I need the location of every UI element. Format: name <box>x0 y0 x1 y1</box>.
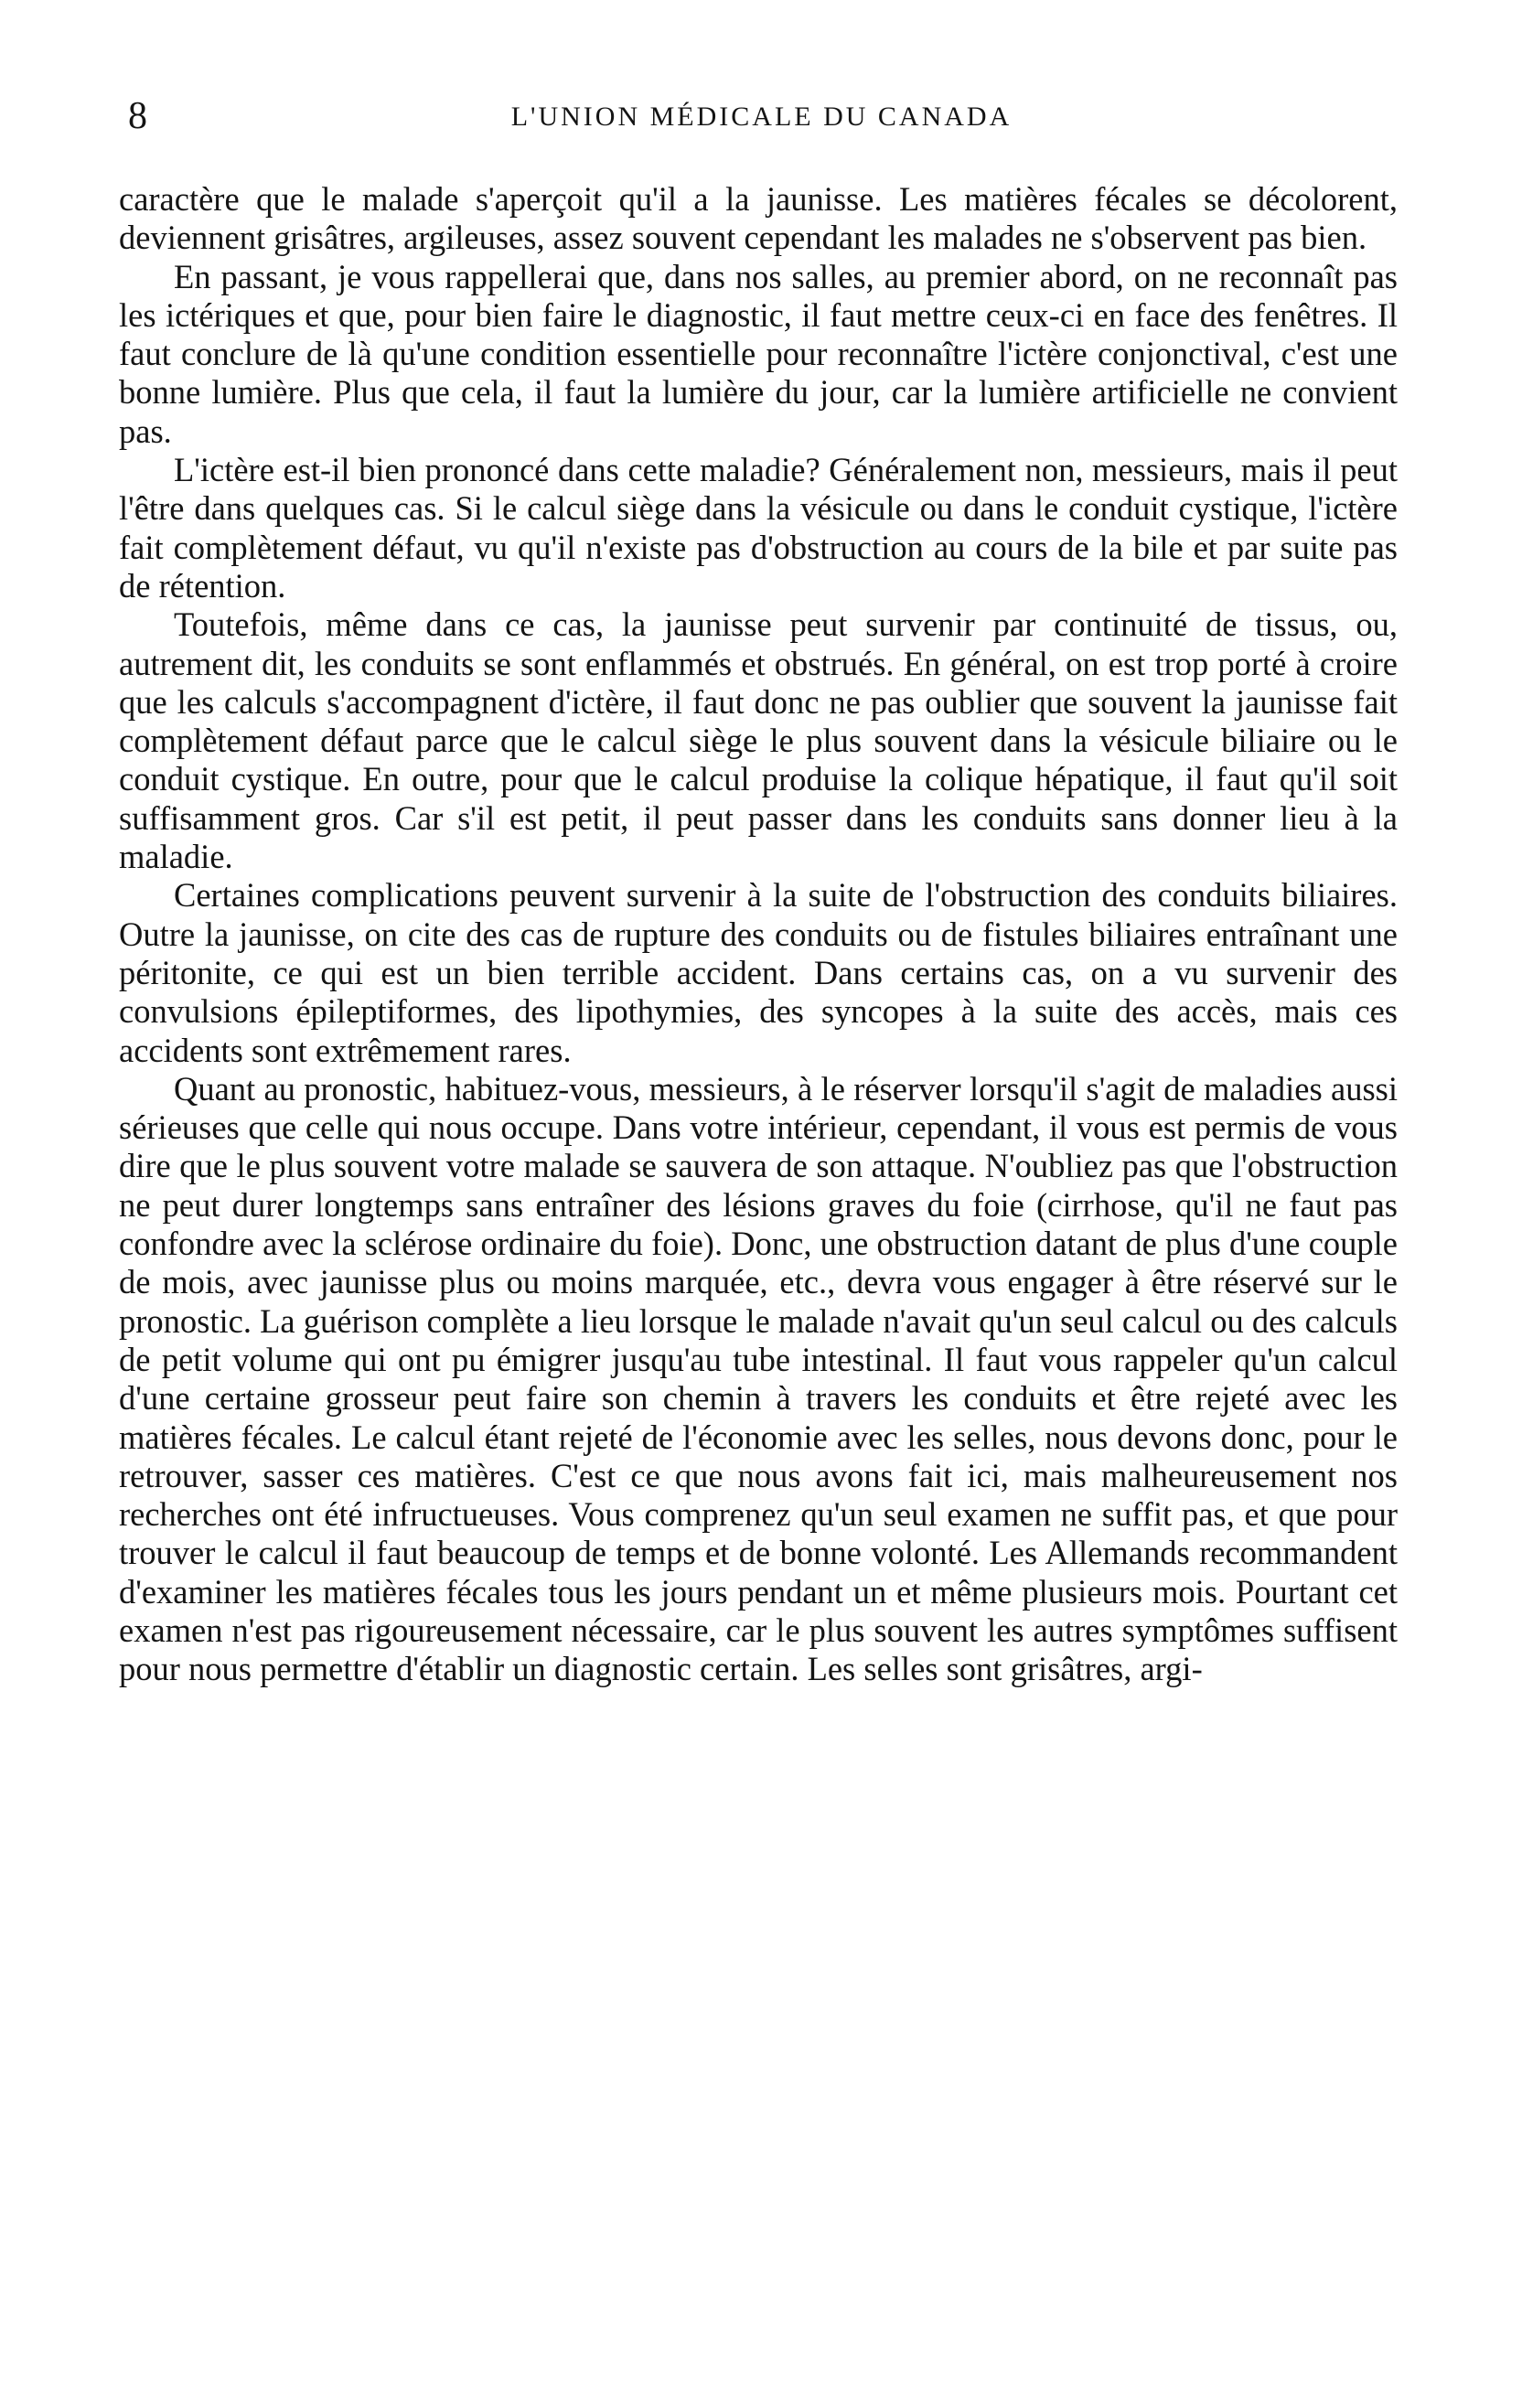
page-number: 8 <box>128 95 147 137</box>
paragraph-lighting: En passant, je vous rappellerai que, dans nos salles, au premier abord, on ne reconnaît pas les ictériques et que, pour bien faire le diagnostic, il faut mettre ceux-ci en face des fenêtres. Il faut conclure de là qu'une condition essentielle pour reconnaître l'ictère conjonctival, c'est une bonne lumière. Plus que cela, il faut la lumière du jour, car la lumière artificielle ne convient pas. <box>119 257 1398 450</box>
paragraph-jaundice-continuity: Toutefois, même dans ce cas, la jaunisse peut survenir par continuité de tissus, ou, autrement dit, les conduits se sont enflammés et obstrués. En général, on est trop porté à croire que les calculs s'accompagnent d'ictère, il faut donc ne pas oublier que souvent la jaunisse fait complètement défaut parce que le calcul siège le plus souvent dans la vésicule biliaire ou le conduit cystique. En outre, pour que le calcul produise la colique hépatique, il faut qu'il soit suffisamment gros. Car s'il est petit, il peut passer dans les conduits sans donner lieu à la maladie. <box>119 605 1398 876</box>
running-title: L'UNION MÉDICALE DU CANADA <box>510 102 1013 132</box>
page-header <box>128 93 1395 139</box>
paragraph-continuation: caractère que le malade s'aperçoit qu'il a la jaunisse. Les matières fécales se décolorent, deviennent grisâtres, argileuses, assez souvent cependant les malades ne s'observent pas bien. <box>119 180 1398 257</box>
body-text <box>119 180 1398 1689</box>
paragraph-prognosis: Quant au pronostic, habituez-vous, messieurs, à le réserver lorsqu'il s'agit de maladies aussi sérieuses que celle qui nous occupe. Dans votre intérieur, cependant, il vous est permis de vous dire que le plus souvent votre malade se sauvera de son attaque. N'oubliez pas que l'obstruction ne peut durer longtemps sans entraîner des lésions graves du foie (cirrhose, qu'il ne faut pas confondre avec la sclérose ordinaire du foie). Donc, une obstruction datant de plus d'une couple de mois, avec jaunisse plus ou moins marquée, etc., devra vous engager à être réservé sur le pronostic. La guérison complète a lieu lorsque le malade n'avait qu'un seul calcul ou des calculs de petit volume qui ont pu émigrer jusqu'au tube intestinal. Il faut vous rappeler qu'un calcul d'une certaine grosseur peut faire son chemin à travers les conduits et être rejeté avec les matières fécales. Le calcul étant rejeté de l'économie avec les selles, nous devons donc, pour le retrouver, sasser ces matières. C'est ce que nous avons fait ici, mais malheureusement nos recherches ont été infructueuses. Vous comprenez qu'un seul examen ne suffit pas, et que pour trouver le calcul il faut beaucoup de temps et de bonne volonté. Les Allemands recommandent d'examiner les matières fécales tous les jours pendant un et même plusieurs mois. Pourtant cet examen n'est pas rigoureusement nécessaire, car le plus souvent les autres symptômes suffisent pour nous permettre d'établir un diagnostic certain. Les selles sont grisâtres, argi- <box>119 1069 1398 1688</box>
paragraph-complications: Certaines complications peuvent survenir à la suite de l'obstruction des conduits biliaires. Outre la jaunisse, on cite des cas de rupture des conduits ou de fistules biliaires entraînant une péritonite, ce qui est un bien terrible accident. Dans certains cas, on a vu survenir des convulsions épileptiformes, des lipothymies, des syncopes à la suite des accès, mais ces accidents sont extrêmement rares. <box>119 876 1398 1069</box>
paragraph-icterus: L'ictère est-il bien prononcé dans cette maladie? Généralement non, messieurs, mais il peut l'être dans quelques cas. Si le calcul siège dans la vésicule ou dans le conduit cystique, l'ictère fait complètement défaut, vu qu'il n'existe pas d'obstruction au cours de la bile et par suite pas de rétention. <box>119 451 1398 605</box>
